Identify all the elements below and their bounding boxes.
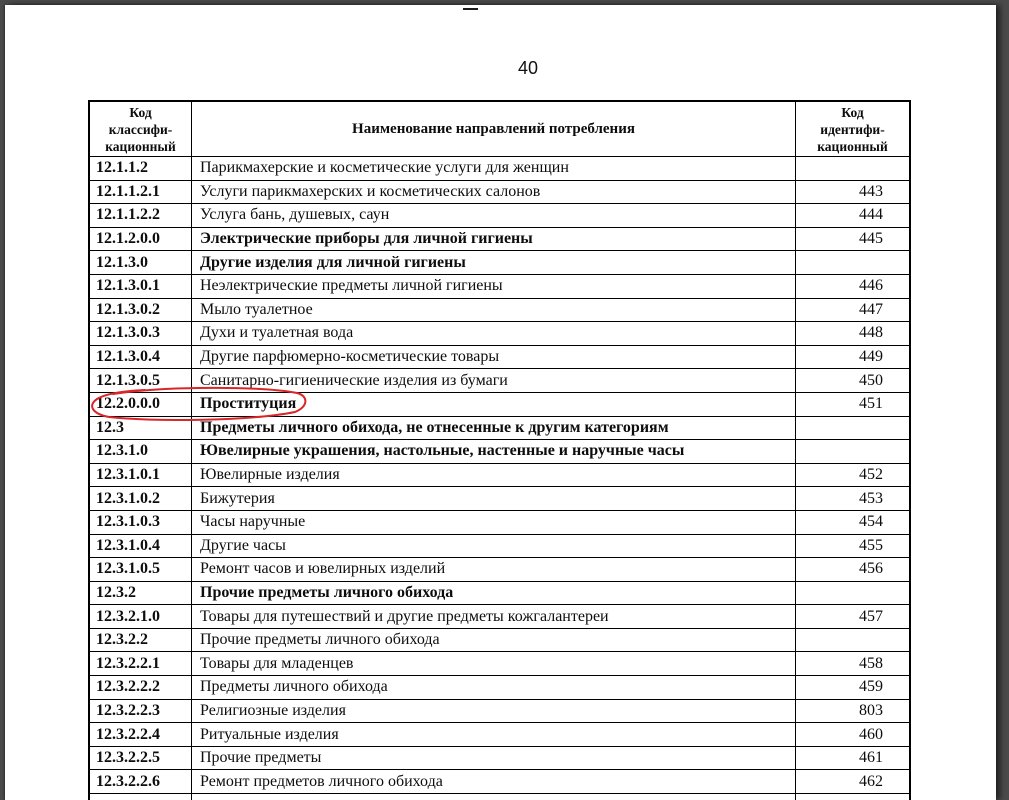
- row-ident-code: 447: [859, 300, 883, 318]
- table-row: [90, 275, 909, 299]
- header-line: Код: [841, 104, 864, 120]
- row-ident-code: 455: [859, 536, 883, 554]
- row-ident-code: [796, 440, 909, 463]
- row-ident-code: [796, 582, 909, 605]
- row-name: Прочие предметы: [192, 747, 796, 770]
- row-name: Электрические приборы для личной гигиены: [192, 228, 796, 251]
- row-code: 12.3.1.0.1: [90, 464, 192, 487]
- header-line: кационный: [105, 138, 176, 154]
- header-line: классифи-: [108, 121, 173, 137]
- row-name: Неэлектрические предметы личной гигиены: [192, 275, 796, 298]
- header-line: Код: [129, 104, 152, 120]
- table-row: [90, 464, 909, 488]
- row-name: Проституция: [192, 393, 796, 416]
- row-ident-code: 454: [859, 513, 883, 531]
- row-ident-code: 462: [859, 772, 883, 790]
- row-name: Духи и туалетная вода: [192, 322, 796, 345]
- table-row: [90, 299, 909, 323]
- row-name: Ремонт часов и ювелирных изделий: [192, 558, 796, 581]
- header-name: Наименование направлений потребления: [192, 102, 796, 156]
- row-code: 12.3.1.0.5: [90, 558, 192, 581]
- row-code: 12.3.1.0.4: [90, 535, 192, 558]
- consumption-table: [88, 100, 911, 800]
- row-code: 12.1.1.2: [90, 157, 192, 180]
- row-code: 12.3.2.2.1: [90, 652, 192, 675]
- table-row: [90, 558, 909, 582]
- row-code: 12.1.3.0.3: [90, 322, 192, 345]
- row-name: Ритуальные изделия: [192, 723, 796, 746]
- row-ident-code: 452: [859, 466, 883, 484]
- row-ident-code: [796, 794, 909, 800]
- row-code: 12.3.2.2.4: [90, 723, 192, 746]
- row-ident-code: 457: [859, 607, 883, 625]
- table-row: [90, 157, 909, 181]
- table-row-circled: [90, 393, 909, 417]
- row-code: 12.3: [90, 417, 192, 440]
- table-row: [90, 605, 909, 629]
- row-name: Другие изделия для личной гигиены: [192, 251, 796, 274]
- table-body: [90, 157, 909, 794]
- row-name: Услуга бань, душевых, саун: [192, 204, 796, 227]
- table-row: [90, 676, 909, 700]
- row-code: 12.3.2.2: [90, 629, 192, 652]
- row-ident-code: [796, 417, 909, 440]
- row-code: 12.3.2.2.6: [90, 770, 192, 793]
- row-code: [90, 794, 192, 800]
- row-name: Услуги парикмахерских и косметических салонов: [192, 181, 796, 204]
- row-code: 12.2.0.0.0: [90, 393, 192, 416]
- top-dash-mark: [463, 8, 478, 10]
- row-code: 12.3.2: [90, 582, 192, 605]
- row-name: Прочие предметы личного обихода: [192, 629, 796, 652]
- row-code: 12.1.3.0.2: [90, 299, 192, 322]
- table-row: [90, 487, 909, 511]
- table-row: [90, 629, 909, 653]
- row-name: Санитарно-гигиенические изделия из бумаги: [192, 369, 796, 392]
- table-row: [90, 747, 909, 771]
- table-row: [90, 322, 909, 346]
- row-ident-code: 458: [859, 654, 883, 672]
- row-ident-code: 803: [859, 701, 883, 719]
- table-row: [90, 770, 909, 794]
- table-row: [90, 535, 909, 559]
- row-ident-code: 450: [859, 371, 883, 389]
- row-name: Прочие предметы личного обихода: [192, 582, 796, 605]
- row-name: Часы наручные: [192, 511, 796, 534]
- row-ident-code: 443: [859, 182, 883, 200]
- table-header: [90, 102, 909, 157]
- row-code: 12.1.3.0.4: [90, 346, 192, 369]
- table-row: [90, 511, 909, 535]
- row-name: Другие парфюмерно-косметические товары: [192, 346, 796, 369]
- row-name: Другие часы: [192, 535, 796, 558]
- table-row: [90, 251, 909, 275]
- row-ident-code: 444: [859, 206, 883, 224]
- row-ident-code: [796, 251, 909, 274]
- row-code: 12.3.2.2.5: [90, 747, 192, 770]
- row-code: 12.3.2.1.0: [90, 605, 192, 628]
- row-code: 12.1.3.0: [90, 251, 192, 274]
- table-row: [90, 700, 909, 724]
- header-code-identification: [796, 102, 909, 156]
- row-name: Ремонт предметов личного обихода: [192, 770, 796, 793]
- row-code: 12.1.1.2.1: [90, 181, 192, 204]
- row-name: Ювелирные украшения, настольные, настенные и наручные часы: [192, 440, 796, 463]
- row-name: [192, 794, 796, 800]
- row-name: Предметы личного обихода, не отнесенные к другим категориям: [192, 417, 796, 440]
- row-code: 12.3.1.0: [90, 440, 192, 463]
- row-name: Парикмахерские и косметические услуги для женщин: [192, 157, 796, 180]
- table-row: [90, 346, 909, 370]
- page-number: 40: [517, 58, 539, 78]
- row-name: Предметы личного обихода: [192, 676, 796, 699]
- row-ident-code: 461: [859, 749, 883, 767]
- document-page: [5, 5, 996, 800]
- row-code: 12.3.1.0.3: [90, 511, 192, 534]
- table-row: [90, 181, 909, 205]
- row-code: 12.3.2.2.3: [90, 700, 192, 723]
- row-name: Товары для младенцев: [192, 652, 796, 675]
- row-ident-code: 459: [859, 678, 883, 696]
- row-ident-code: [796, 157, 909, 180]
- row-ident-code: 451: [859, 395, 883, 413]
- row-name: Ювелирные изделия: [192, 464, 796, 487]
- row-ident-code: 445: [859, 230, 883, 248]
- row-ident-code: 446: [859, 277, 883, 295]
- row-code: 12.1.3.0.1: [90, 275, 192, 298]
- row-ident-code: 448: [859, 324, 883, 342]
- row-ident-code: 449: [859, 348, 883, 366]
- table-row: [90, 204, 909, 228]
- table-row: [90, 652, 909, 676]
- header-line: кационный: [817, 138, 888, 154]
- table-row: [90, 582, 909, 606]
- row-code: 12.1.1.2.2: [90, 204, 192, 227]
- row-name: Товары для путешествий и другие предметы кожгалантереи: [192, 605, 796, 628]
- row-code: 12.1.3.0.5: [90, 369, 192, 392]
- row-name: Мыло туалетное: [192, 299, 796, 322]
- row-name: Религиозные изделия: [192, 700, 796, 723]
- row-name: Бижутерия: [192, 487, 796, 510]
- row-ident-code: [796, 629, 909, 652]
- row-ident-code: 453: [859, 489, 883, 507]
- row-ident-code: 460: [859, 725, 883, 743]
- header-code-classification: [90, 102, 192, 156]
- table-row: [90, 228, 909, 252]
- table-row-partial: [90, 794, 909, 800]
- row-code: 12.3.2.2.2: [90, 676, 192, 699]
- row-ident-code: 456: [859, 560, 883, 578]
- table-row: [90, 440, 909, 464]
- table-row: [90, 723, 909, 747]
- table-row: [90, 369, 909, 393]
- row-code: 12.1.2.0.0: [90, 228, 192, 251]
- table-row: [90, 417, 909, 441]
- header-line: идентифи-: [820, 121, 885, 137]
- row-code: 12.3.1.0.2: [90, 487, 192, 510]
